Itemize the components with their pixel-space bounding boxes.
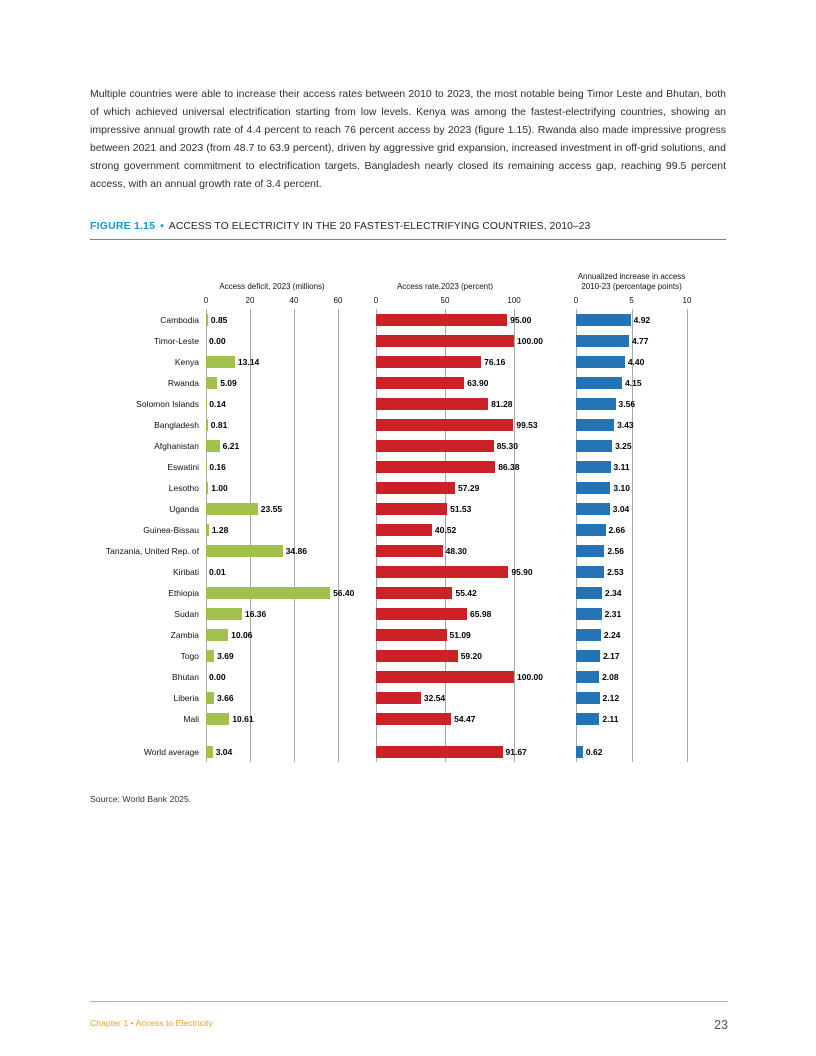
bar-value: 0.16 xyxy=(209,461,226,472)
axis-tick-label: 60 xyxy=(333,296,343,306)
country-label: Ethiopia xyxy=(168,587,199,598)
bar xyxy=(206,524,209,537)
bar xyxy=(576,671,599,684)
bar xyxy=(576,746,583,759)
bar xyxy=(376,314,507,327)
bar-row xyxy=(576,456,687,477)
bar-row xyxy=(206,435,338,456)
bar-value: 100.00 xyxy=(517,671,543,682)
bar-row xyxy=(376,603,514,624)
bar-row xyxy=(376,372,514,393)
bar xyxy=(576,419,614,432)
bar xyxy=(376,482,455,495)
bar-row xyxy=(576,477,687,498)
bar xyxy=(206,629,228,642)
bar-row xyxy=(206,519,338,540)
bar-value: 2.12 xyxy=(602,692,620,703)
bar-value: 2.17 xyxy=(603,650,620,661)
bar-value: 16.36 xyxy=(244,608,267,619)
bar-value: 4.15 xyxy=(625,377,642,388)
country-label: Rwanda xyxy=(167,377,199,388)
bar xyxy=(576,482,610,495)
panel-access-deficit-axis xyxy=(203,296,343,309)
bar-row xyxy=(376,666,543,687)
bar-value: 0.14 xyxy=(209,398,226,409)
page-content xyxy=(90,85,726,804)
bar xyxy=(376,524,432,537)
bar-value: 85.30 xyxy=(496,440,518,451)
intro-paragraph: Multiple countries were able to increase their access rates between 2010 to 2023, the most notable being Timor Leste and Bhutan, both of which achieved universal electrification starting from low levels. Kenya was among the fastest-electrifying countries, showing an impressive annual growth rate of 4.4 percent to reach 76 percent access by 2023 (figure 1.15). Rwanda also made impressive progress between 2021 and 2023 (from 48.7 to 63.9 percent), driven by aggressive grid expansion, increased investment in off-grid solutions, and strong government commitment to electrification targets. Bangladesh nearly closed its remaining access gap, reaching 99.5 percent access, with an annual growth rate of 3.4 percent. xyxy=(90,88,726,191)
bar-row xyxy=(376,498,514,519)
bar-row xyxy=(206,582,355,603)
axis-tick-label: 0 xyxy=(203,296,209,306)
bar-value: 3.25 xyxy=(615,440,632,451)
gridline xyxy=(338,309,339,762)
bar-row xyxy=(576,351,687,372)
bar xyxy=(206,482,208,495)
bar-value: 91.67 xyxy=(505,746,527,757)
bar-row xyxy=(576,330,687,351)
bar-value: 6.21 xyxy=(222,440,240,451)
bar-row xyxy=(576,309,687,330)
bar-value: 2.08 xyxy=(602,671,619,682)
bar xyxy=(206,713,229,726)
bar-row xyxy=(206,666,338,687)
axis-tick-label: 0 xyxy=(573,296,579,306)
bar-row xyxy=(576,603,687,624)
axis-tick-label: 0 xyxy=(373,296,379,306)
bar-row xyxy=(576,561,687,582)
bar-value: 3.43 xyxy=(617,419,634,430)
bar xyxy=(206,314,208,327)
bar xyxy=(206,746,213,759)
panel-access-deficit-plot xyxy=(206,309,355,762)
bar-row xyxy=(376,393,514,414)
bar xyxy=(576,356,625,369)
bar-value: 48.30 xyxy=(445,545,467,556)
bar-value: 0.85 xyxy=(210,314,228,325)
country-label: Kiribati xyxy=(173,566,199,577)
bar xyxy=(376,746,503,759)
bar-value: 100.00 xyxy=(517,335,543,346)
axis-tick-label: 10 xyxy=(682,296,692,306)
bar-row xyxy=(206,414,338,435)
bar xyxy=(206,377,217,390)
panel-access-rate-header xyxy=(376,262,514,296)
panel-access-rate-title: Access rate,2023 (percent) xyxy=(396,281,494,291)
bar xyxy=(376,650,458,663)
country-label: Bangladesh xyxy=(154,419,199,430)
bar xyxy=(376,419,513,432)
bar-value: 13.14 xyxy=(237,356,260,367)
bar-row xyxy=(206,561,338,582)
country-label: Solomon Islands xyxy=(136,398,199,409)
footer-chapter-label: Chapter 1 • Access to Electricity xyxy=(90,1018,213,1028)
country-label: Timor-Leste xyxy=(153,335,199,346)
bar-row xyxy=(576,741,687,762)
bar-row xyxy=(206,393,338,414)
panel-annualized-increase-plot xyxy=(576,309,687,762)
bar-row xyxy=(376,624,514,645)
bar-row xyxy=(206,498,338,519)
axis-tick-label: 50 xyxy=(440,296,450,306)
bar-value: 3.04 xyxy=(215,746,233,757)
bar xyxy=(206,440,220,453)
bar-row xyxy=(576,666,687,687)
bar-row xyxy=(576,708,687,729)
bar-row xyxy=(376,435,518,456)
country-label: Kenya xyxy=(174,356,199,367)
bar-row xyxy=(206,477,338,498)
bar xyxy=(206,608,242,621)
bar-row xyxy=(576,498,687,519)
bar-row xyxy=(206,708,338,729)
bar-value: 10.06 xyxy=(231,629,253,640)
panel-annualized-increase-title: Annualized increase in access 2010-23 (percentage points) xyxy=(577,271,686,291)
bar xyxy=(206,650,214,663)
bar-row xyxy=(206,372,338,393)
bar-value: 1.00 xyxy=(211,482,228,493)
country-label: Cambodia xyxy=(160,314,199,325)
bar-row xyxy=(376,519,514,540)
panel-annualized-increase-axis xyxy=(573,296,692,309)
bar xyxy=(376,629,447,642)
panel-annualized-increase xyxy=(573,262,692,762)
bar-value: 3.66 xyxy=(217,692,234,703)
bar xyxy=(576,314,631,327)
country-label: Liberia xyxy=(173,692,199,703)
bar-value: 86.38 xyxy=(498,461,520,472)
panel-access-deficit xyxy=(203,262,355,762)
bar-row xyxy=(576,519,687,540)
bar-value: 0.62 xyxy=(585,746,603,757)
bar xyxy=(576,377,622,390)
bar-value: 4.92 xyxy=(633,314,651,325)
bar-value: 0.00 xyxy=(209,335,226,346)
bar-value: 81.28 xyxy=(491,398,513,409)
country-label: Mali xyxy=(183,713,199,724)
bar xyxy=(576,566,604,579)
bar-row xyxy=(376,540,514,561)
figure-title-block xyxy=(90,220,726,240)
source-note: Source: World Bank 2025. xyxy=(90,794,192,805)
country-label: Bhutan xyxy=(172,671,199,682)
bar xyxy=(376,503,447,516)
bar-value: 32.54 xyxy=(423,692,446,703)
bar xyxy=(206,587,330,600)
bar-row xyxy=(376,456,520,477)
bar-value: 55.42 xyxy=(455,587,477,598)
bar-row xyxy=(376,741,527,762)
bar xyxy=(206,503,258,516)
bar-value: 95.90 xyxy=(511,566,533,577)
bar-value: 65.98 xyxy=(470,608,492,619)
bar-value: 51.09 xyxy=(449,629,471,640)
bar-value: 3.04 xyxy=(612,503,630,514)
bar-row xyxy=(376,330,543,351)
panel-access-rate-axis xyxy=(373,296,521,309)
bar-row xyxy=(376,708,514,729)
bar-value: 51.53 xyxy=(450,503,472,514)
bar-row xyxy=(376,582,514,603)
bar xyxy=(376,713,451,726)
bar xyxy=(376,377,464,390)
bar xyxy=(576,650,600,663)
bar xyxy=(576,587,602,600)
figure-title: ACCESS TO ELECTRICITY IN THE 20 FASTEST-ELECTRIFYING COUNTRIES, 2010–23 xyxy=(168,221,591,233)
bar xyxy=(376,440,494,453)
bar xyxy=(376,545,443,558)
panel-access-rate xyxy=(373,262,543,762)
bar xyxy=(576,608,602,621)
country-label: Afghanistan xyxy=(154,440,199,451)
bar-value: 34.86 xyxy=(285,545,307,556)
bar-row xyxy=(576,435,687,456)
page-number: 23 xyxy=(714,1018,728,1032)
bar-value: 3.69 xyxy=(217,650,234,661)
bar-row xyxy=(206,687,338,708)
bar-row xyxy=(376,645,514,666)
bar-value: 2.56 xyxy=(607,545,624,556)
bar-row xyxy=(576,582,687,603)
bar xyxy=(576,440,612,453)
gridline xyxy=(687,309,688,762)
panel-annualized-increase-header xyxy=(576,262,687,296)
country-label: Lesotho xyxy=(168,482,199,493)
bar xyxy=(576,503,610,516)
page-footer xyxy=(90,1001,728,1032)
bar-value: 0.01 xyxy=(209,566,226,577)
bar-row xyxy=(206,603,338,624)
bar-value: 54.47 xyxy=(454,713,476,724)
bar-value: 2.24 xyxy=(603,629,621,640)
bar xyxy=(376,566,508,579)
bar xyxy=(576,692,600,705)
bar-row xyxy=(206,456,338,477)
bar-row xyxy=(206,309,338,330)
bar-row xyxy=(376,561,533,582)
country-label: Uganda xyxy=(169,503,199,514)
bar-value: 23.55 xyxy=(260,503,283,514)
bar-value: 2.34 xyxy=(604,587,622,598)
bar-row xyxy=(576,372,687,393)
bar-value: 57.29 xyxy=(458,482,480,493)
bar-row xyxy=(206,624,338,645)
bar-value: 2.11 xyxy=(602,713,619,724)
country-label: Eswatini xyxy=(167,461,199,472)
bar xyxy=(376,608,467,621)
bar-value: 99.53 xyxy=(516,419,538,430)
bar xyxy=(206,692,214,705)
country-label-column xyxy=(90,262,209,762)
country-label: Zambia xyxy=(170,629,199,640)
bar xyxy=(376,587,452,600)
bar xyxy=(576,713,599,726)
bar xyxy=(206,545,283,558)
bar-row xyxy=(376,351,514,372)
bar-value: 59.20 xyxy=(460,650,482,661)
bar-row xyxy=(576,645,687,666)
bar-value: 3.11 xyxy=(613,461,630,472)
country-label: Togo xyxy=(180,650,199,661)
axis-tick-label: 5 xyxy=(629,296,634,306)
figure-separator: • xyxy=(160,220,164,233)
bar-row xyxy=(206,351,338,372)
bar xyxy=(576,398,616,411)
figure-chart xyxy=(90,262,726,762)
world-average-label: World average xyxy=(143,746,199,757)
bar xyxy=(576,629,601,642)
bar-row xyxy=(376,687,514,708)
bar-row xyxy=(576,540,687,561)
bar-value: 10.61 xyxy=(232,713,254,724)
axis-tick-label: 100 xyxy=(507,296,521,306)
panel-access-deficit-title: Access deficit, 2023 (millions) xyxy=(219,281,325,291)
bar-value: 0.81 xyxy=(210,419,228,430)
bar-value: 2.66 xyxy=(608,524,626,535)
axis-tick-label: 40 xyxy=(289,296,299,306)
country-label: Guinea-Bissau xyxy=(143,524,199,535)
country-label: Sudan xyxy=(174,608,199,619)
bar-row xyxy=(376,414,538,435)
bar xyxy=(376,671,514,684)
panel-access-rate-plot xyxy=(376,309,543,762)
bar-value: 4.40 xyxy=(627,356,645,367)
bar-value: 56.40 xyxy=(333,587,355,598)
bar-value: 2.31 xyxy=(604,608,622,619)
bar-value: 76.16 xyxy=(484,356,506,367)
figure-label: FIGURE 1.15 xyxy=(90,220,156,233)
bar-row xyxy=(576,624,687,645)
bar-value: 5.09 xyxy=(220,377,237,388)
bar xyxy=(576,524,606,537)
bar xyxy=(376,356,481,369)
bar-value: 2.53 xyxy=(607,566,624,577)
bar-row xyxy=(376,309,532,330)
bar-row xyxy=(206,741,338,762)
bar-value: 40.52 xyxy=(434,524,457,535)
bar-row xyxy=(206,540,338,561)
bar xyxy=(576,545,604,558)
bar-value: 95.00 xyxy=(510,314,532,325)
axis-tick-label: 20 xyxy=(245,296,255,306)
panel-access-deficit-header xyxy=(206,262,338,296)
bar xyxy=(206,356,235,369)
bar-row xyxy=(206,330,338,351)
gridline xyxy=(514,309,515,762)
country-label: Tanzania, United Rep. of xyxy=(105,545,199,556)
bar-value: 3.10 xyxy=(613,482,630,493)
bar xyxy=(576,461,611,474)
bar xyxy=(576,335,629,348)
bar xyxy=(206,419,208,432)
bar-value: 63.90 xyxy=(467,377,489,388)
bar-value: 0.00 xyxy=(209,671,226,682)
bar xyxy=(376,398,488,411)
bar-row xyxy=(206,645,338,666)
bar-row xyxy=(576,687,687,708)
bar-row xyxy=(576,414,687,435)
bar-row xyxy=(376,477,514,498)
bar xyxy=(376,335,514,348)
bar-value: 1.28 xyxy=(211,524,229,535)
label-column-spacer xyxy=(90,262,209,309)
bar xyxy=(376,692,421,705)
bar xyxy=(376,461,495,474)
bar-row xyxy=(576,393,687,414)
bar-value: 4.77 xyxy=(631,335,649,346)
bar-value: 3.56 xyxy=(618,398,636,409)
